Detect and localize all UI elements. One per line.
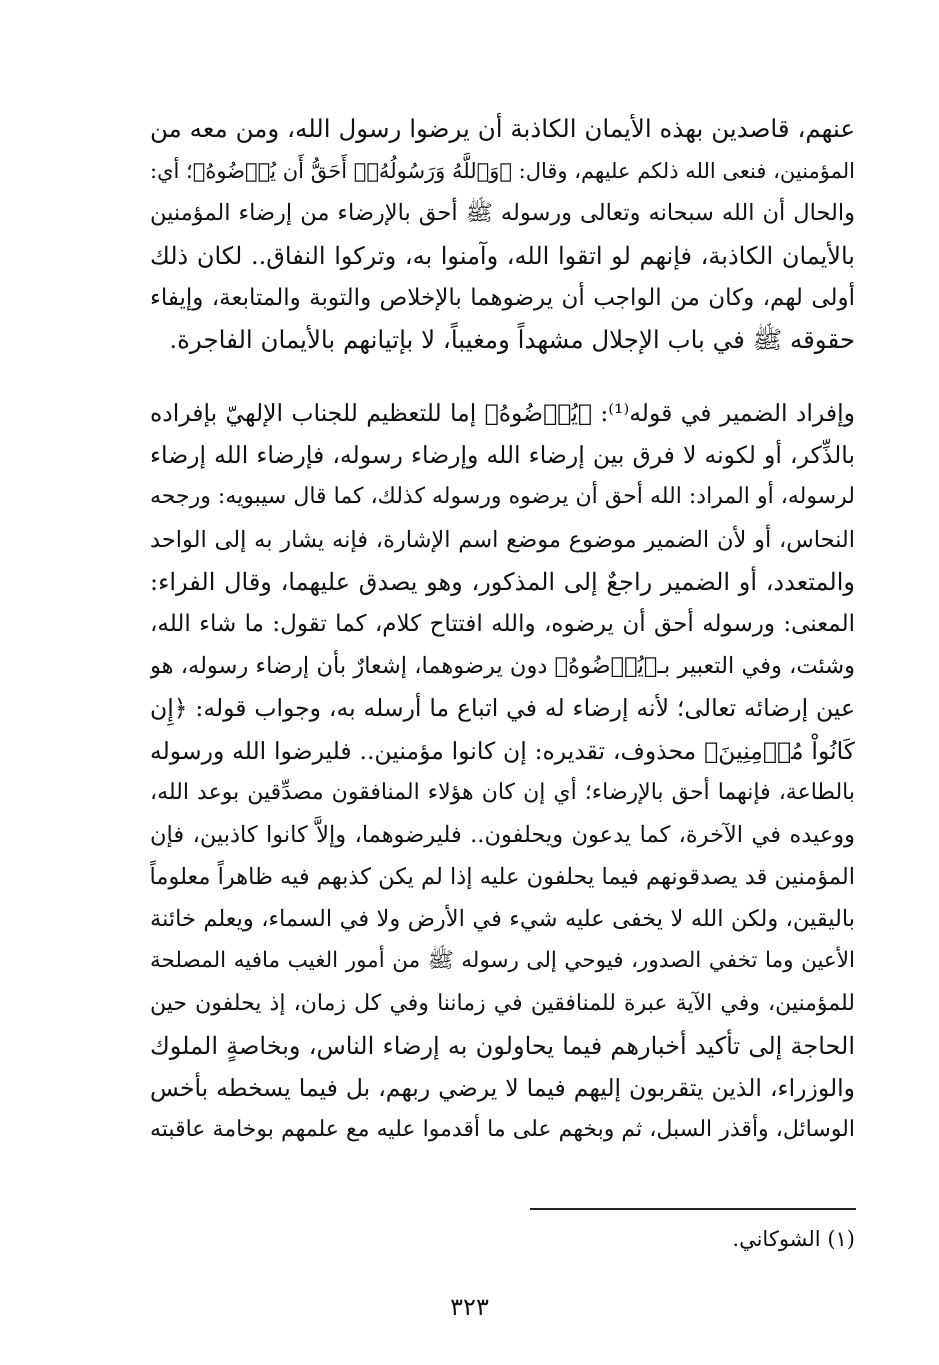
text-line: أولى لهم، وكان من الواجب أن يرضوهما بالإخلاص والتوبة والمتابعة، وإيفاء xyxy=(150,284,855,311)
text-line: حقوقه ﷺ في باب الإجلال مشهداً ومغيباً، لا بإتيانهم بالأيمان الفاجرة. xyxy=(169,324,855,354)
text-line: النحاس، أو لأن الضمير موضوع موضع اسم الإشارة، فإنه يشار به إلى الواحد xyxy=(150,526,855,553)
text-line: المؤمنين، فنعى الله ذلكم عليهم، وقال: ﴿وَٱللَّهُ وَرَسُولُهُۥٓ أَحَقُّ أَن يُرۡضُوهُ﴾؛ أي: xyxy=(150,159,855,184)
text-line: والمتعدد، أو الضمير راجعٌ إلى المذكور، وهو يصدق عليهما، وقال الفراء: xyxy=(150,567,855,596)
text-line: بالطاعة، فإنهما أحق بالإرضاء؛ أي إن كان هؤلاء المنافقون مصدِّقين بوعد الله، xyxy=(150,779,855,805)
paragraph-2 xyxy=(150,392,855,1151)
text-line: والحال أن الله سبحانه وتعالى ورسوله ﷺ أحق بالإرضاء من إرضاء المؤمنين xyxy=(150,200,855,227)
paragraph-1 xyxy=(150,108,855,361)
text-line: عين إرضائه تعالى؛ لأنه إرضاء له في اتباع ما أرسله به، وجواب قوله: ﴿إِن xyxy=(150,694,855,723)
text-line: بالذِّكر، أو لكونه لا فرق بين إرضاء الله وإرضاء رسوله، فإرضاء الله إرضاء xyxy=(150,441,855,470)
text-line: المعنى: ورسوله أحق أن يرضوه، والله افتتاح كلام، كما تقول: ما شاء الله، xyxy=(150,610,855,637)
text-line: ووعيده في الآخرة، كما يدعون ويحلفون.. فليرضوهما، وإلاَّ كانوا كاذبين، فإن xyxy=(150,821,855,848)
text-line: للمؤمنين، وفي الآية عبرة للمنافقين في زماننا وفي كل زمان، إذ يحلفون حين xyxy=(150,990,855,1016)
text-line: باليقين، ولكن الله لا يخفى عليه شيء في الأرض ولا في السماء، ويعلم خائنة xyxy=(150,906,855,933)
text-line: كَانُواْ مُؤۡمِنِينَ﴾ محذوف، تقديره: إن كانوا مؤمنين.. فليرضوا الله ورسوله xyxy=(150,736,855,765)
text-line: وإفراد الضمير في قوله⁽¹⁾: ﴿يُرۡضُوهُ﴾ إما للتعظيم للجناب الإلهيّ بإفراده xyxy=(150,399,855,427)
footnote: (١) الشوكاني. xyxy=(732,1227,855,1251)
text-line: والوزراء، الذين يتقربون إليهم فيما لا يرضي ربهم، بل فيما يسخطه بأخس xyxy=(150,1074,855,1102)
text-line: المؤمنين قد يصدقونهم فيما يحلفون عليه إذا لم يكن كذبهم فيه ظاهراً معلوماً xyxy=(150,864,855,891)
text-line: الأعين وما تخفي الصدور، فيوحي إلى رسوله ﷺ من أمور الغيب مافيه المصلحة xyxy=(150,948,855,974)
text-line: لرسوله، أو المراد: الله أحق أن يرضوه ورسوله كذلك، كما قال سيبويه: ورجحه xyxy=(150,484,855,510)
page-number: ٣٢٣ xyxy=(450,1293,489,1321)
text-line: الوسائل، وأقذر السبل، ثم وبخهم على ما أقدموا عليه مع علمهم بوخامة عاقبته xyxy=(150,1117,855,1143)
text-line: عنهم، قاصدين بهذه الأيمان الكاذبة أن يرضوا رسول الله، ومن معه من xyxy=(150,114,855,143)
text-line: وشئت، وفي التعبير بـ﴿يُرۡضُوهُ﴾ دون يرضوهما، إشعارٌ بأن إرضاء رسوله، هو xyxy=(150,653,855,680)
footnote-divider xyxy=(530,1208,856,1210)
text-line: الحاجة إلى تأكيد أخبارهم فيما يحاولون به إرضاء الناس، وبخاصةٍ الملوك xyxy=(150,1031,855,1060)
text-line: بالأيمان الكاذبة، فإنهم لو اتقوا الله، وآمنوا به، وتركوا النفاق.. لكان ذلك xyxy=(150,241,855,270)
